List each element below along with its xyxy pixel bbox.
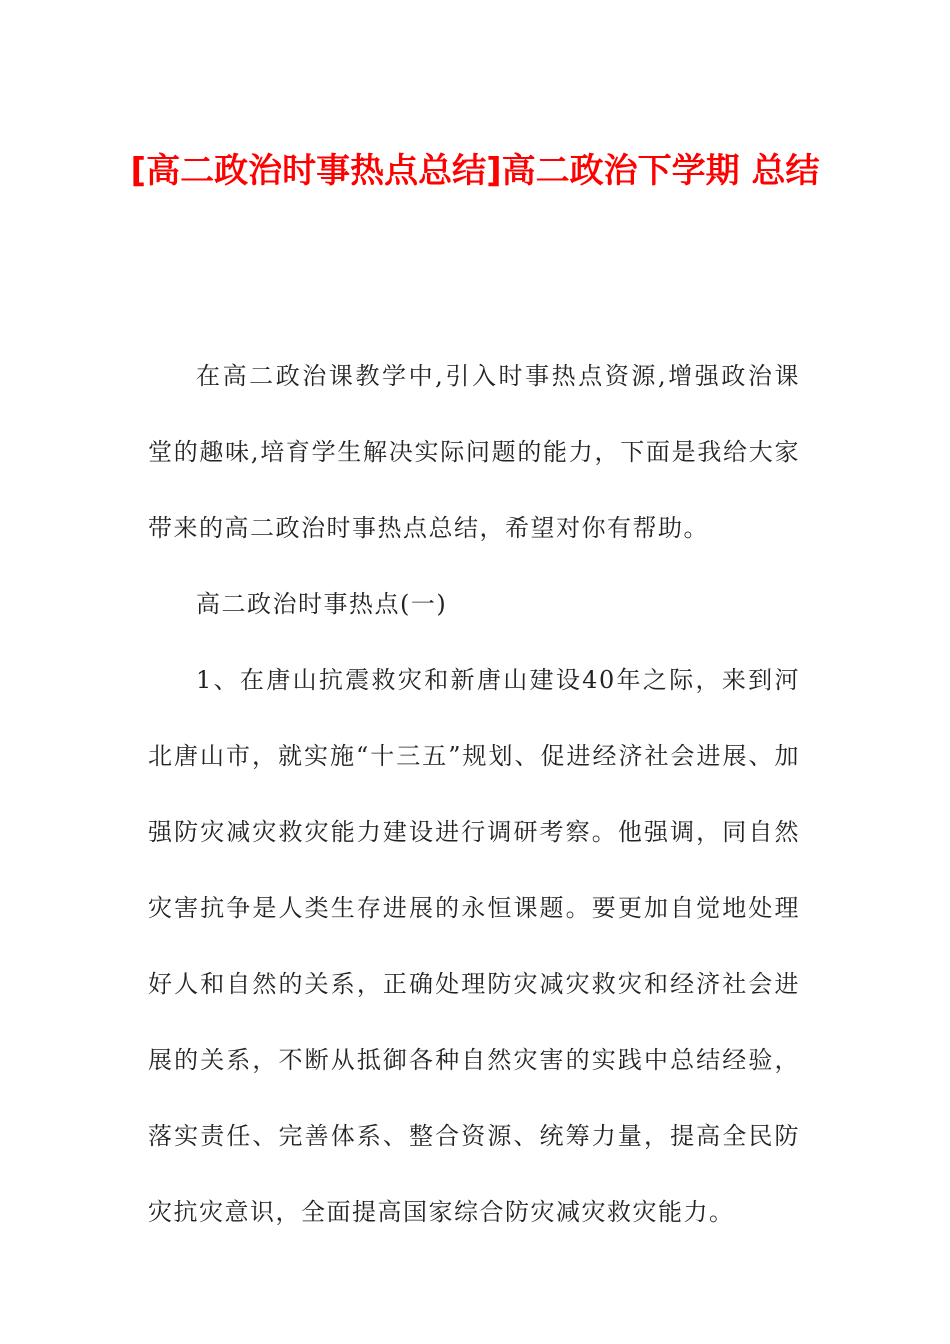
body-paragraph: 1、在唐山抗震救灾和新唐山建设40年之际，来到河北唐山市，就实施“十三五”规划、促进经济社会进展、加强防灾减灾救灾能力建设进行调研考察。他强调，同自然灾害抗争是人类生存进展的永恒课题。要更加自觉地处理好人和自然的关系，正确处理防灾减灾救灾和经济社会进展的关系，不断从抵御各种自然灾害的实践中总结经验，落实责任、完善体系、整合资源、统筹力量，提高全民防灾抗灾意识，全面提高国家综合防灾减灾救灾能力。: [148, 666, 800, 1226]
intro-paragraph: 在高二政治课教学中,引入时事热点资源,增强政治课堂的趣味,培育学生解决实际问题的能力，下面是我给大家带来的高二政治时事热点总结，希望对你有帮助。: [148, 362, 800, 542]
section-heading: 高二政治时事热点(一): [196, 590, 448, 618]
page-title: [高二政治时事热点总结]高二政治下学期 总结: [130, 151, 820, 191]
